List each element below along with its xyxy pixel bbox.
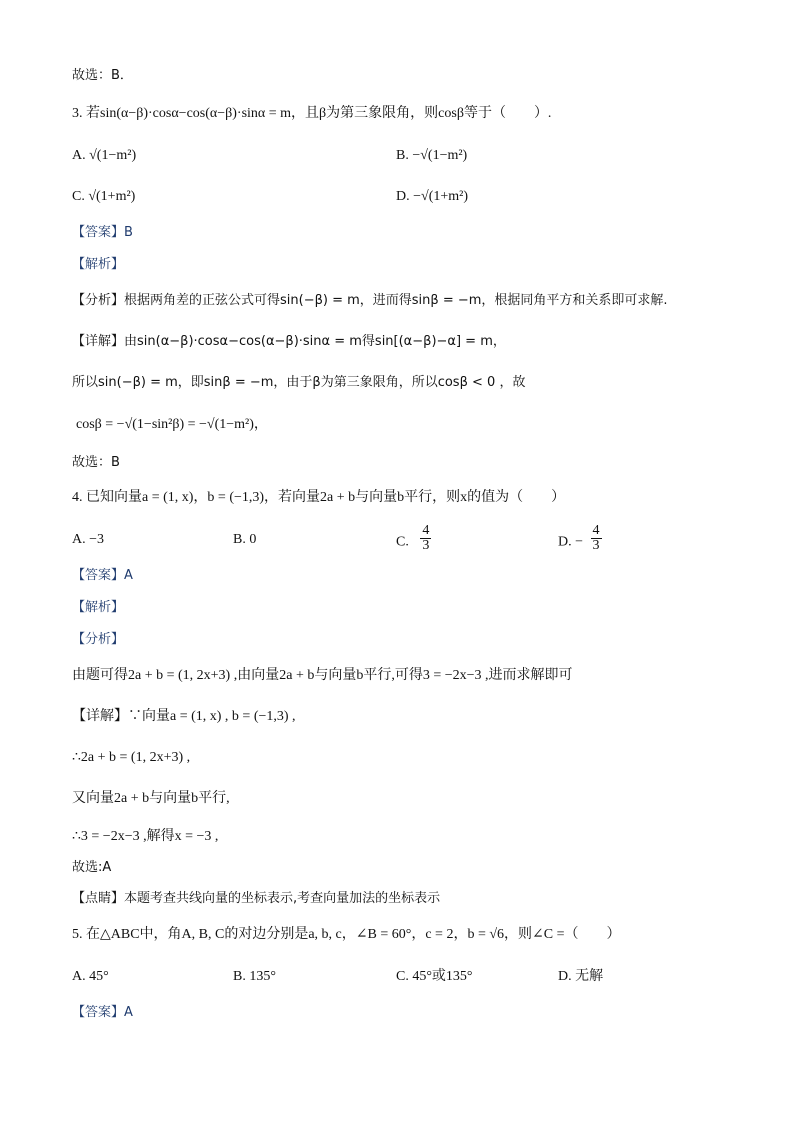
analysis-text: 由题可得2a + b = (1, 2x+3) ,由向量2a + b与向量b平行,可得3 = −2x−3 ,进而求解即可 <box>72 668 573 683</box>
fraction-denominator: 3 <box>592 538 600 553</box>
detail-text: 【详解】由sin(α−β)·cosα−cos(α−β)·sinα = m得sin[(α−β)−α] = m， <box>72 334 506 349</box>
solution-line: ∴2a + b = (1, 2x+3) , <box>72 750 191 765</box>
option-a: A. −3 <box>72 532 105 547</box>
choice-line: 故选:A <box>72 860 112 875</box>
option-b: B. 135° <box>233 969 276 984</box>
option-d: D. 无解 <box>558 969 604 984</box>
fraction-numerator: 4 <box>422 523 430 538</box>
analysis-label: 【解析】 <box>72 600 125 615</box>
analysis-label: 【解析】 <box>72 257 125 272</box>
option-c <box>396 523 431 553</box>
option-c: C. √(1+m²) <box>72 189 136 204</box>
answer-label: 【答案】A <box>72 568 133 583</box>
option-b: B. −√(1−m²) <box>396 148 468 163</box>
fraction-numerator: 4 <box>592 523 600 538</box>
comment-text: 【点睛】本题考查共线向量的坐标表示,考查向量加法的坐标表示 <box>72 891 441 906</box>
detail-text: 【详解】∵向量a = (1, x) , b = (−1,3) , <box>72 709 296 724</box>
option-d-label: D. − <box>558 534 584 550</box>
choice-line: 故选：B <box>72 455 120 470</box>
answer-label: 【答案】B <box>72 225 133 240</box>
solution-line: 所以sin(−β) = m，即sinβ = −m，由于β为第三象限角，所以cosβ < 0 ，故 <box>72 375 526 390</box>
analysis-text: 【分析】根据两角差的正弦公式可得sin(−β) = m，进而得sinβ = −m，根据同角平方和关系即可求解. <box>72 293 668 308</box>
fraction-denominator: 3 <box>422 538 430 553</box>
text-line: 故选：B． <box>72 68 133 83</box>
question-4: 4. 已知向量a = (1, x)，b = (−1,3)，若向量2a + b与向量b平行，则x的值为（ ） <box>72 490 566 505</box>
option-d: D. −√(1+m²) <box>396 189 468 204</box>
question-5: 5. 在△ABC中，角A, B, C的对边分别是a, b, c，∠B = 60°，c = 2，b = √6，则∠C =（ ） <box>72 927 621 942</box>
fraction <box>420 524 431 553</box>
option-b: B. 0 <box>233 532 257 547</box>
answer-label: 【答案】A <box>72 1005 133 1020</box>
solution-line: cosβ = −√(1−sin²β) = −√(1−m²)， <box>76 417 268 432</box>
solution-line: 又向量2a + b与向量b平行, <box>72 791 230 806</box>
option-d <box>558 523 602 553</box>
option-a: A. 45° <box>72 969 109 984</box>
solution-line: ∴3 = −2x−3 ,解得x = −3 , <box>72 829 219 844</box>
analysis-subheading: 【分析】 <box>72 632 125 647</box>
question-3: 3. 若sin(α−β)·cosα−cos(α−β)·sinα = m，且β为第三象限角，则cosβ等于（ ）. <box>72 106 552 121</box>
option-a: A. √(1−m²) <box>72 148 137 163</box>
fraction <box>591 524 602 553</box>
option-c: C. 45°或135° <box>396 969 473 984</box>
option-c-label: C. <box>396 534 409 550</box>
